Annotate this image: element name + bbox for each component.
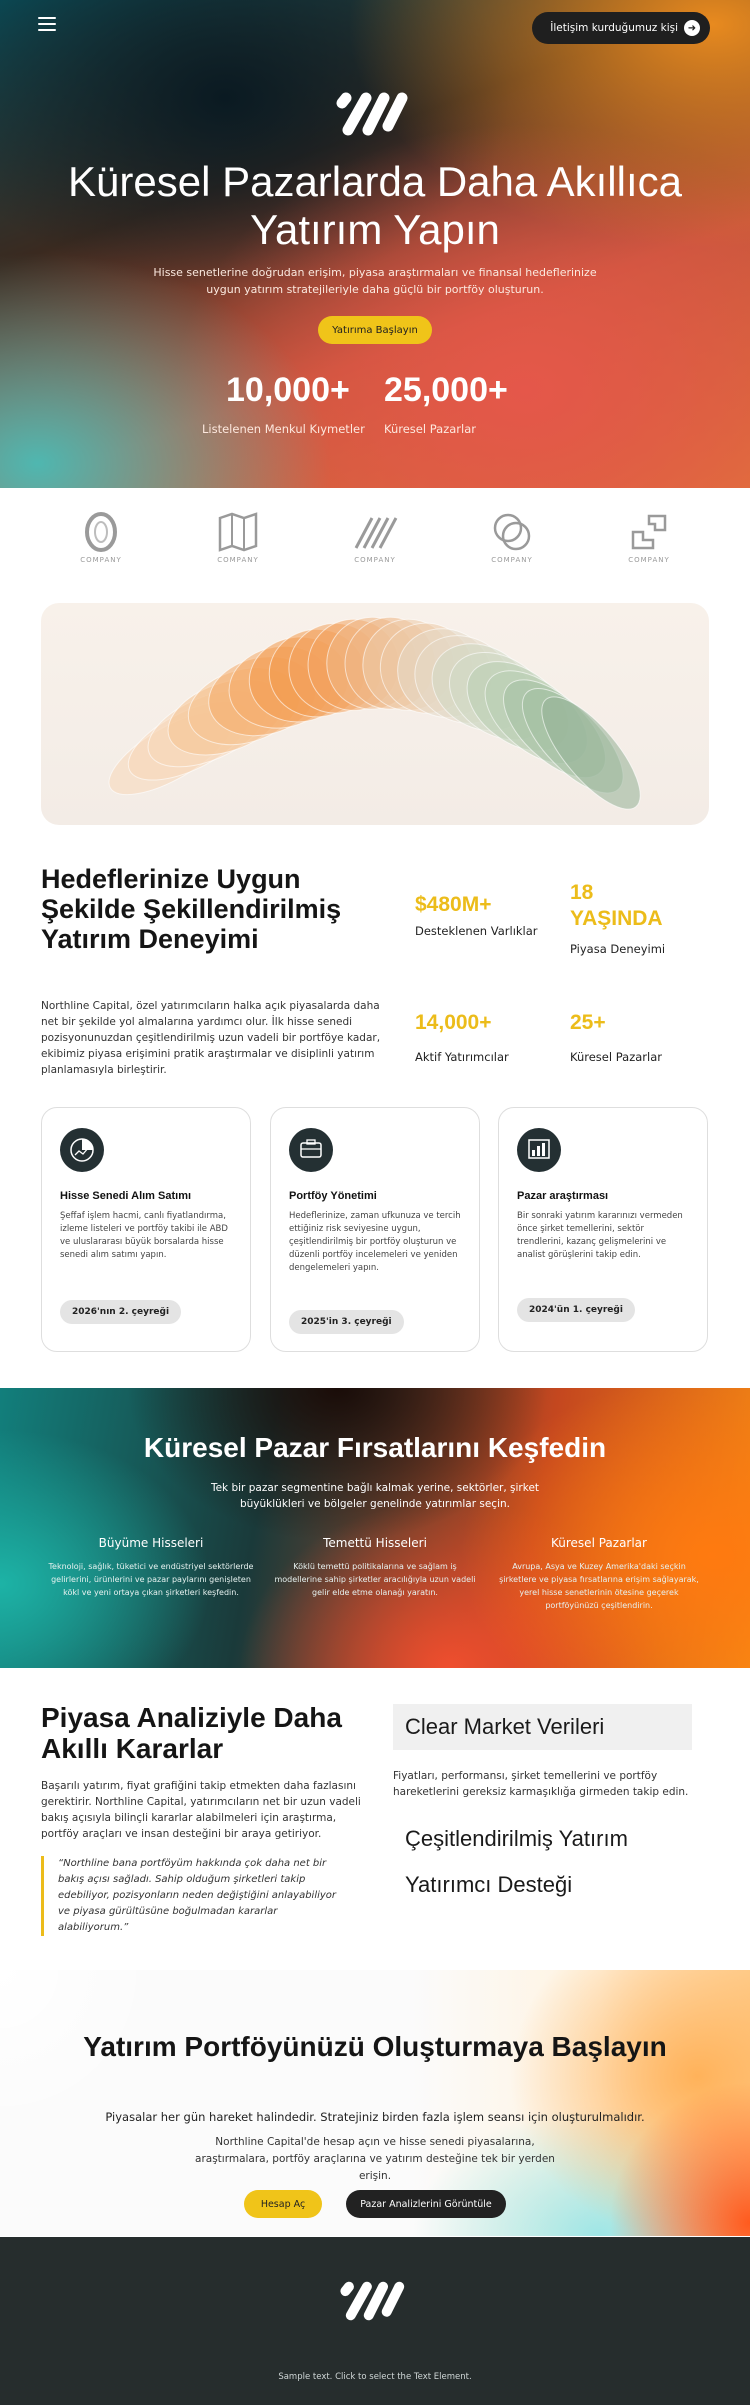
footer-logo (340, 2277, 410, 2325)
open-account-button[interactable]: Hesap Aç (244, 2190, 322, 2218)
partner-logo (614, 510, 684, 564)
partner-logo-text: COMPANY (354, 556, 396, 564)
discover-column-title: Temettü Hisseleri (323, 1536, 427, 1550)
stat-value: $480M+ (415, 893, 492, 916)
contact-button-label: İletişim kurduğumuz kişi (550, 22, 678, 34)
discover-column (46, 1536, 256, 1599)
discover-column (494, 1536, 704, 1612)
contact-button[interactable] (532, 12, 710, 44)
partner-logo-text: COMPANY (491, 556, 533, 564)
stat-experience (570, 880, 680, 957)
start-lead: Piyasalar her gün hareket halindedir. Stratejiniz birden fazla işlem seansı için oluşturulmalıdır. (105, 2110, 645, 2124)
card-badge: 2025'in 3. çeyreği (289, 1310, 404, 1334)
partner-logos (0, 510, 750, 580)
stat-global-markets (570, 1010, 700, 1065)
start-portfolio-section (0, 1970, 750, 2236)
clear-market-data-text: Fiyatları, performansı, şirket temellerini ve portföy hareketlerini gereksiz karmaşıklığa girmeden takip edin. (393, 1770, 689, 1798)
start-investing-button[interactable]: Yatırıma Başlayın (318, 316, 432, 344)
start-description: Northline Capital'de hesap açın ve hisse senedi piyasalarına, araştırmalara, portföy araçlarına ve yatırım desteğine tek bir yerden erişin. (195, 2136, 555, 2182)
partner-logo (340, 510, 410, 564)
footer (0, 2237, 750, 2405)
analysis-title: Piyasa Analiziyle Daha Akıllı Kararlar (41, 1702, 342, 1764)
partner-logo (477, 510, 547, 564)
stat-label: Küresel Pazarlar (570, 1050, 662, 1064)
fan-shapes (97, 609, 656, 823)
stat-label: Aktif Yatırımcılar (415, 1050, 509, 1064)
goals-title: Hedeflerinize Uygun Şekilde Şekillendirilmiş Yatırım Deneyimi (41, 864, 342, 954)
stat-assets (415, 892, 545, 939)
discover-title: Küresel Pazar Fırsatlarını Keşfedin (143, 1432, 607, 1463)
stat-value: 25+ (570, 1011, 606, 1034)
hero-stat-markets (384, 370, 508, 436)
stat-label: Piyasa Deneyimi (570, 942, 666, 956)
card-title: Pazar araştırması (517, 1190, 609, 1202)
portfolio-icon (289, 1128, 333, 1172)
partner-logo (203, 510, 273, 564)
feature-item: Çeşitlendirilmiş Yatırım (405, 1826, 628, 1851)
research-chart-icon (517, 1128, 561, 1172)
stat-value: 14,000+ (415, 1011, 492, 1034)
card-description: Hedeflerinize, zaman ufkunuza ve tercih ettiğiniz risk seviyesine uygun, çeşitlendirilmiş bir portföy oluşturun ve düzenli portföy incelemeleri ve yeniden dengelemeleri yapın. (289, 1211, 461, 1273)
analysis-text: Başarılı yatırım, fiyat grafiğini takip etmekten daha fazlasını gerektirir. Northline Capital, yatırımcıların net bir uzun vadeli bakış açısıyla bilinçli kararlar alabilmeleri için araştırma, portföy araçları ve insan desteğini bir araya getiriyor. (41, 1780, 361, 1840)
partner-logo (66, 510, 136, 564)
card-title: Portföy Yönetimi (289, 1190, 377, 1202)
feature-item: Yatırımcı Desteği (405, 1872, 573, 1897)
menu-icon[interactable] (38, 17, 56, 31)
stat-active-investors (415, 1010, 545, 1065)
discover-column-text: Avrupa, Asya ve Kuzey Amerika'daki seçkin şirketlere ve piyasa fırsatlarına erişim sağlayarak, yerel hisse senetlerinin ötesine geçerek portföyünüzü çeşitlendirin. (499, 1562, 699, 1610)
hero-section (0, 0, 750, 488)
card-description: Bir sonraki yatırım kararınızı vermeden önce şirket temellerini, sektör trendlerini, kazanç gelişmelerini ve analist görüşlerini takip edin. (517, 1211, 683, 1260)
card-title: Hisse Senedi Alım Satımı (60, 1190, 192, 1202)
card-badge: 2024'ün 1. çeyreği (517, 1298, 635, 1322)
chart-circle-icon (60, 1128, 104, 1172)
footer-text[interactable]: Sample text. Click to select the Text Element. (278, 2372, 472, 2382)
stat-label: Listelenen Menkul Kıymetler (202, 422, 365, 436)
brand-logo (336, 88, 414, 140)
clear-market-data-heading: Clear Market Verileri (393, 1704, 692, 1750)
discover-column (270, 1536, 480, 1599)
hero-title: Küresel Pazarlarda Daha Akıllıca Yatırım Yapın (68, 158, 682, 253)
feature-image (41, 603, 709, 825)
arrow-right-icon: ➜ (684, 20, 700, 36)
discover-subtitle: Tek bir pazar segmentine bağlı kalmak yerine, sektörler, şirket büyüklükleri ve bölgeler genelinde yatırımlar seçin. (210, 1482, 540, 1510)
card-description: Şeffaf işlem hacmi, canlı fiyatlandırma, izleme listeleri ve portföy takibi ile ABD ve uluslararası büyük borsalarda hisse senedi alım satımı yapın. (60, 1211, 228, 1260)
start-title: Yatırım Portföyünüzü Oluşturmaya Başlayın (83, 2031, 667, 2062)
goals-text: Northline Capital, özel yatırımcıların halka açık piyasalarda daha net bir şekilde yol almalarına yardımcı olur. İlk hisse senedi pozisyonunuzdan çeşitlendirilmiş uzun vadeli bir portföye kadar, ekibimiz piyasa erişimini pratik araştırmalar ve disiplinli yatırım planlamasıyla birleştirir. (41, 1000, 381, 1076)
partner-logo-text: COMPANY (80, 556, 122, 564)
testimonial-quote: “Northline bana portföyüm hakkında çok daha net bir bakış açısı sağladı. Sahip olduğum şirketleri takip edebiliyor, pozisyonların neden değiştiğini anlayabiliyor ve piyasa gürültüsüne boğulmadan kararlar alabiliyorum.” (41, 1856, 346, 1936)
discover-column-text: Köklü temettü politikalarına ve sağlam iş modellerine sahip şirketler aracılığıyla uzun vadeli gelir elde etme olanağı yaratın. (274, 1562, 476, 1597)
partner-logo-text: COMPANY (217, 556, 259, 564)
view-market-analysis-button[interactable]: Pazar Analizlerini Görüntüle (346, 2190, 506, 2218)
discover-section (0, 1388, 750, 1668)
stat-value: 18 YAŞINDA (570, 881, 663, 930)
service-card[interactable] (498, 1107, 708, 1352)
service-card[interactable] (270, 1107, 480, 1352)
discover-column-title: Büyüme Hisseleri (98, 1536, 204, 1550)
card-badge: 2026'nın 2. çeyreği (60, 1300, 181, 1324)
partner-logo-text: COMPANY (628, 556, 670, 564)
service-card[interactable] (41, 1107, 251, 1352)
stat-value: 25,000+ (384, 371, 508, 409)
hero-description: Hisse senetlerine doğrudan erişim, piyasa araştırmaları ve finansal hedeflerinize uygun yatırım stratejileriyle daha güçlü bir portföy oluşturun. (153, 266, 597, 296)
hero-stat-securities (202, 370, 365, 436)
discover-column-text: Teknoloji, sağlık, tüketici ve endüstriyel sektörlerde gelirlerini, ürünlerini ve pazar paylarını genişleten kökl ve yeni ortaya çıkan şirketleri keşfedin. (48, 1562, 254, 1597)
stat-label: Desteklenen Varlıklar (415, 924, 538, 938)
stat-label: Küresel Pazarlar (384, 422, 476, 436)
discover-column-title: Küresel Pazarlar (551, 1536, 647, 1550)
stat-value: 10,000+ (226, 371, 350, 409)
